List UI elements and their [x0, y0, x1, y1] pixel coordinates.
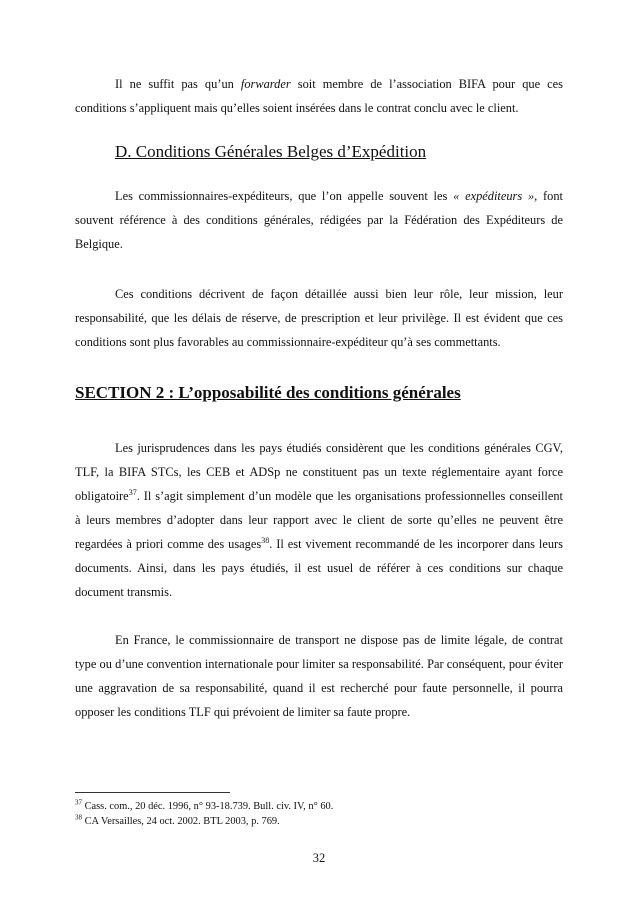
footnote-ref-38[interactable]: 38: [261, 535, 270, 545]
section-2-paragraph-2: En France, le commissionnaire de transport ne dispose pas de limite légale, de contrat type ou d’une convention internationale pour limiter sa responsabilité. Par conséquent, pour éviter une aggravation de sa responsabilité, quand il est recherché pour faute personnelle, il pourra opposer les conditions TLF qui prévoient de limiter sa faute propre.: [75, 633, 563, 719]
footnote-38: [75, 815, 280, 829]
intro-paragraph: [75, 72, 563, 120]
section-d-heading: D. Conditions Générales Belges d’Expédition: [115, 142, 427, 161]
section-d-paragraph-1: [75, 184, 563, 256]
section-2-p1-text-a: Les jurisprudences dans les pays étudiés considèrent que les conditions générales CGV, TLF, la BIFA STCs, les CEB et ADSp ne constituent pas un texte réglementaire ayant force obligatoire: [75, 441, 563, 503]
section-d-p1-text-b: , font souvent référence à des conditions générales, rédigées par la Fédération des Expéditeurs de Belgique.: [75, 189, 563, 251]
intro-text-a: Il ne suffit pas qu’un: [115, 77, 241, 91]
section-d-paragraph-2: Ces conditions décrivent de façon détaillée aussi bien leur rôle, leur mission, leur responsabilité, que les délais de réserve, de prescription et leur privilège. Il est évident que ces conditions sont plus favorables au commissionnaire-expéditeur qu’à ses commettants.: [75, 287, 563, 349]
footnote-37: [75, 800, 333, 814]
footnote-divider: [75, 792, 230, 793]
section-2-p1-text-b: . Il s’agit simplement d’un modèle que les organisations professionnelles conseillent à leurs membres d’adopter dans leur rapport avec le client de sorte qu’elles ne peuvent être regardées à priori comme des usages: [75, 489, 563, 551]
intro-text-b: soit membre de l’association BIFA pour que ces conditions s’appliquent mais qu’elles soient insérées dans le contrat conclu avec le client.: [75, 77, 563, 115]
footnote-number-37: 37: [75, 798, 82, 807]
footnote-text-38: CA Versailles, 24 oct. 2002. BTL 2003, p. 769.: [82, 816, 280, 827]
section-2-p1-text-c: . Il est vivement recommandé de les incorporer dans leurs documents. Ainsi, dans les pays étudiés, il est usuel de référer à ces conditions sur chaque document transmis.: [75, 537, 564, 599]
intro-emphasis: forwarder: [240, 77, 291, 91]
section-d-p1-emphasis: « expéditeurs »: [453, 189, 535, 203]
section-2-heading: SECTION 2 : L’opposabilité des conditions générales: [75, 383, 461, 402]
page-number: 32: [312, 851, 326, 865]
footnote-number-38: 38: [75, 813, 82, 822]
footnote-ref-37[interactable]: 37: [128, 487, 137, 497]
section-d-p1-text-a: Les commissionnaires-expéditeurs, que l’on appelle souvent les: [115, 189, 454, 203]
footnote-text-37: Cass. com., 20 déc. 1996, n° 93-18.739. Bull. civ. IV, n° 60.: [82, 801, 334, 812]
section-2-paragraph-1: [75, 436, 563, 604]
